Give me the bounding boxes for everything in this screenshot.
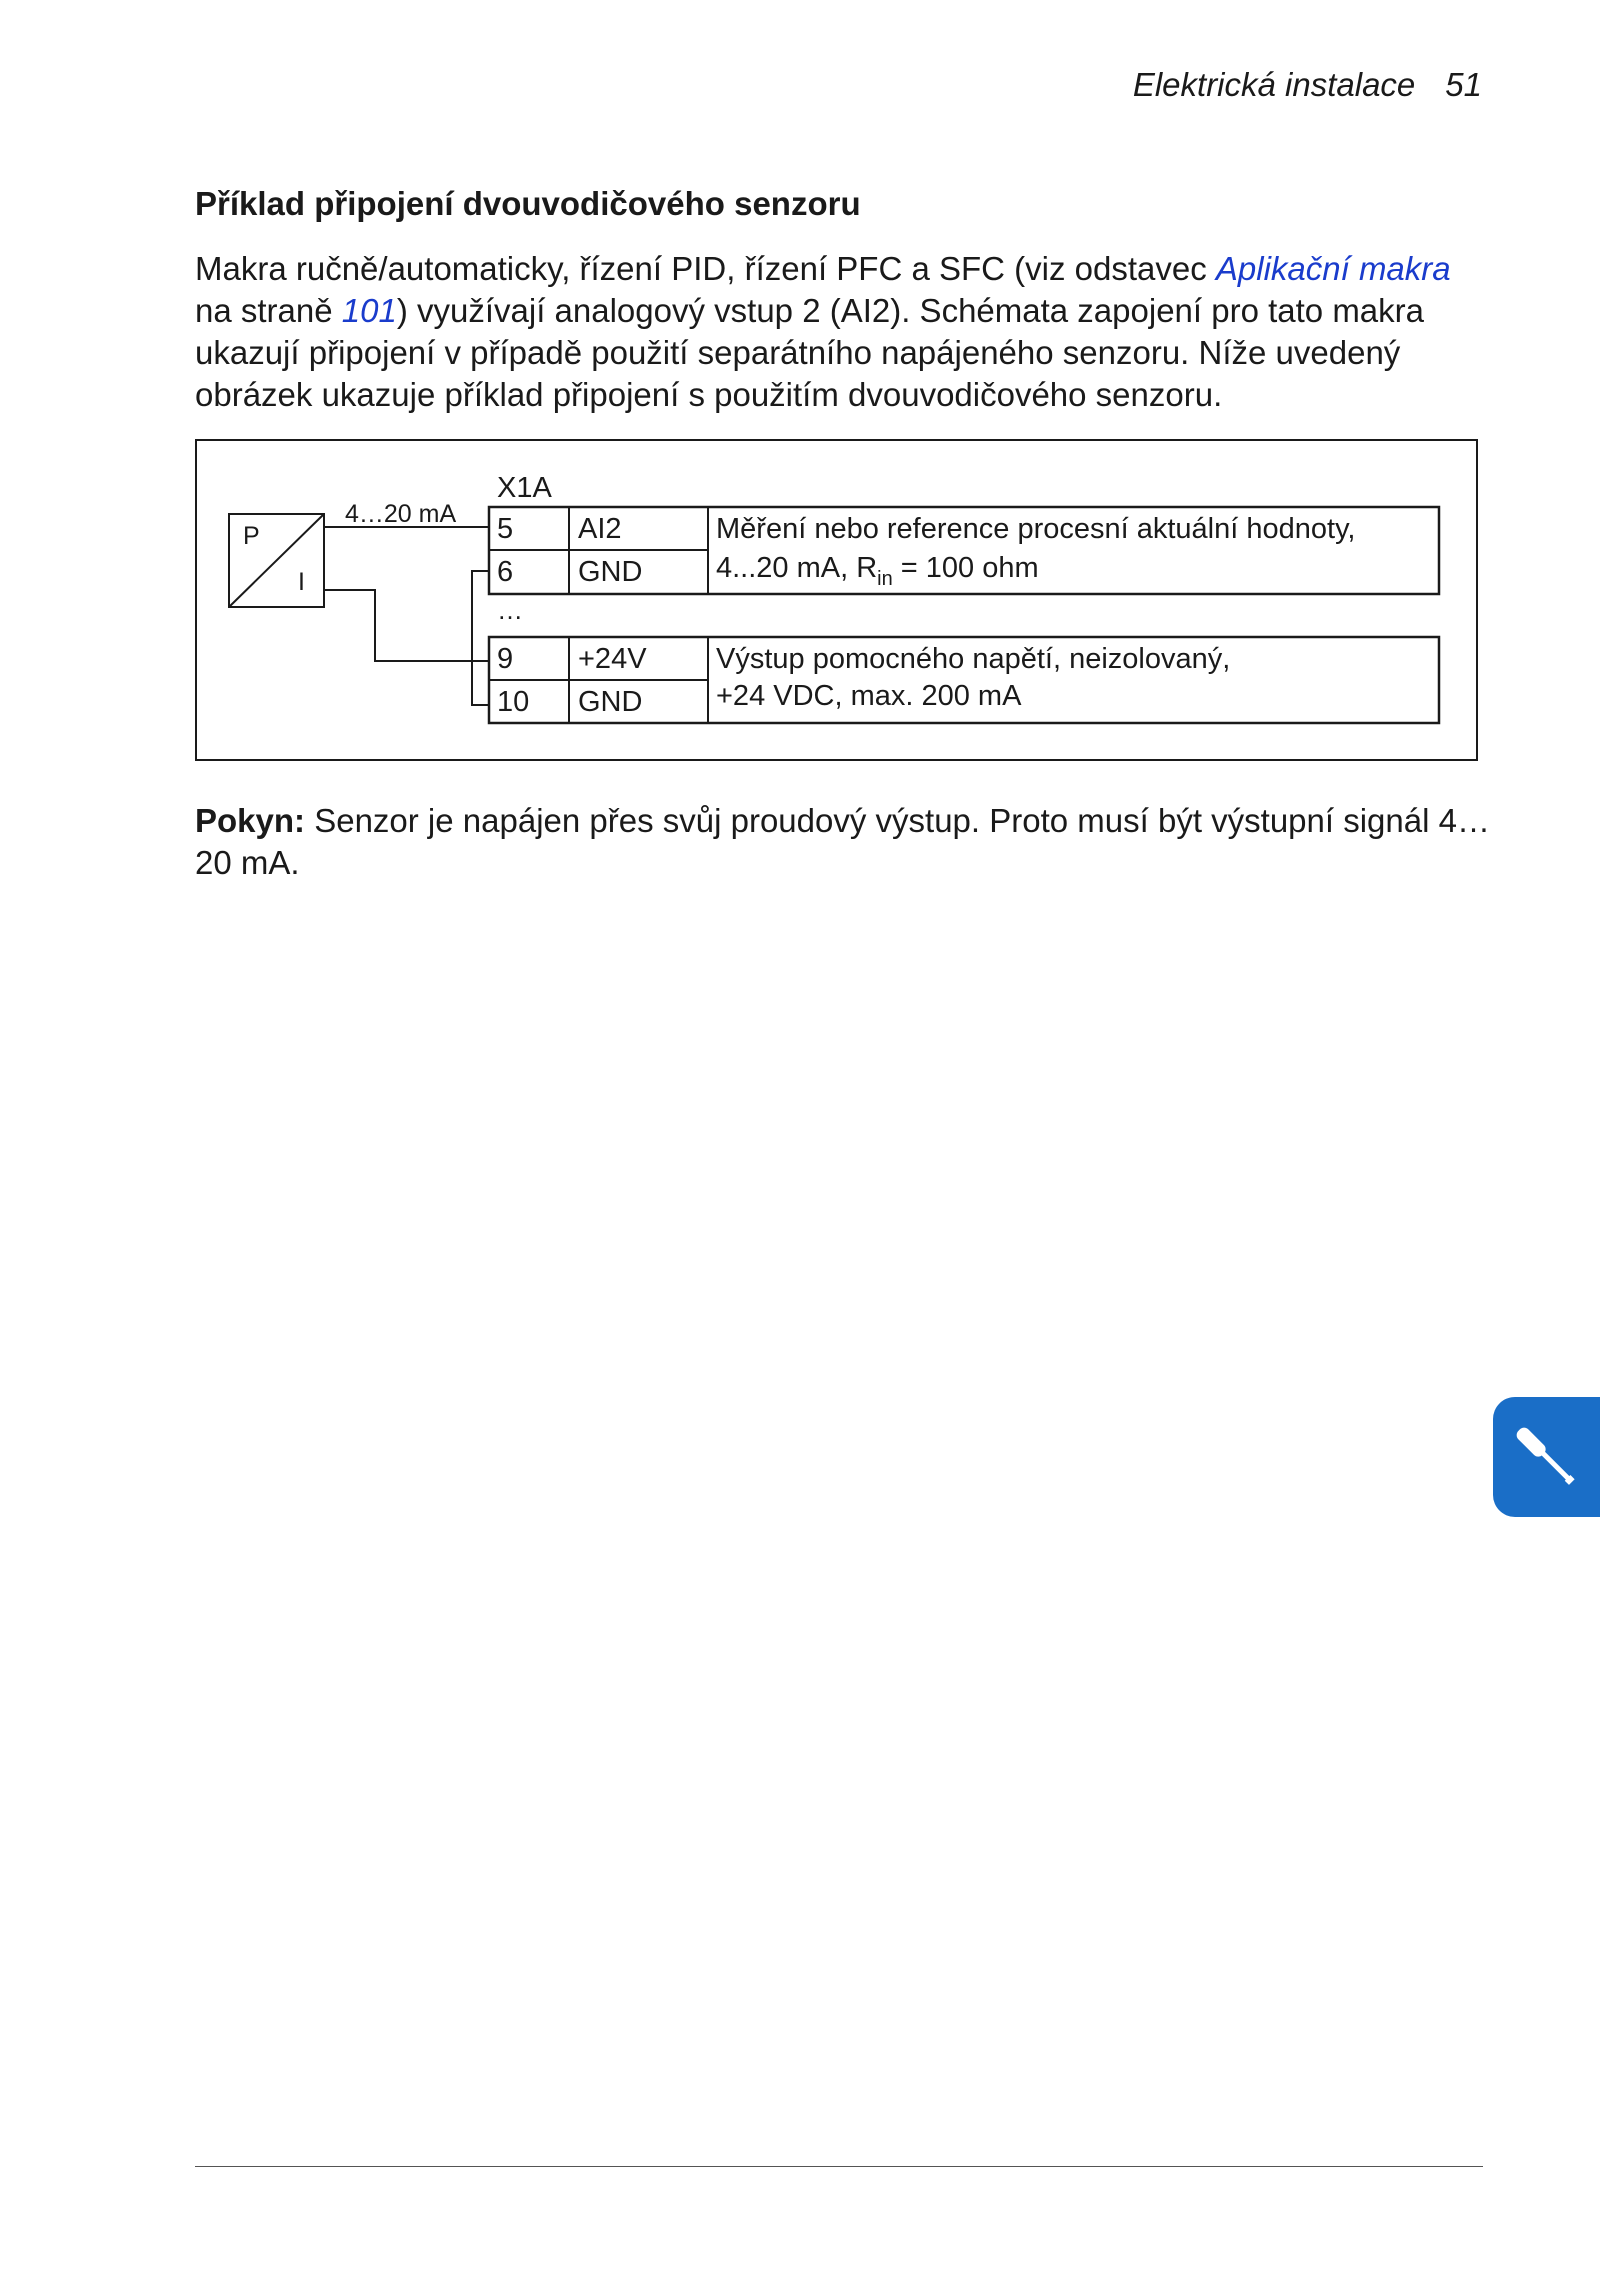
page-header [1133,66,1482,104]
ellipsis-label: … [497,595,523,625]
pin-number: 5 [497,513,514,545]
paragraph-text: ) využívají analogový vstup 2 (AI2). Schémata zapojení pro tato makra ukazují připojení v případě použití separátního napájeného senzoru. Níže uvedený obrázek ukazuje příklad připojení s použitím dvouvodičového senzoru. [195,292,1425,413]
pin-signal: GND [578,686,643,718]
subscript-text: in [877,568,893,590]
chapter-tab[interactable] [1493,1397,1600,1517]
pin-number: 6 [497,556,514,588]
wire-gnd-link [472,571,489,705]
pin-signal: +24V [578,643,647,675]
connector-label: X1A [497,472,552,504]
paragraph-text: Makra ručně/automaticky, řízení PID, řízení PFC a SFC (viz odstavec [195,250,1216,287]
wiring-diagram [195,439,1478,761]
link-page-101[interactable]: 101 [341,292,397,329]
section-title: Příklad připojení dvouvodičového senzoru [195,185,861,222]
pin-number: 9 [497,643,514,675]
description-text: = 100 ohm [892,552,1039,584]
wire-sensor-to-24v [324,590,489,661]
description-line [716,552,1039,590]
screwdriver-icon [1493,1397,1600,1517]
wiring-diagram-svg [197,441,1480,763]
footer-divider [195,2166,1483,2167]
page-number: 51 [1445,66,1482,103]
description-line: +24 VDC, max. 200 mA [716,680,1022,712]
pin-signal: AI2 [578,513,622,545]
note-label: Pokyn: [195,802,306,839]
note-paragraph [195,800,1495,884]
note-text: Senzor je napájen přes svůj proudový výstup. Proto musí být výstupní signál 4…20 mA. [195,802,1490,881]
sensor-p-label: P [243,522,260,550]
header-section-title: Elektrická instalace [1132,66,1416,103]
pin-number: 10 [497,686,530,718]
intro-paragraph [195,248,1485,416]
pin-signal: GND [578,556,643,588]
link-application-macros[interactable]: Aplikační makra [1215,250,1451,287]
description-line: Výstup pomocného napětí, neizolovaný, [716,643,1231,675]
description-line: Měření nebo reference procesní aktuální hodnoty, [716,513,1356,545]
paragraph-text: na straně [195,292,342,329]
signal-current-label: 4…20 mA [345,500,457,528]
sensor-i-label: I [298,568,305,596]
description-text: 4...20 mA, R [716,552,878,584]
